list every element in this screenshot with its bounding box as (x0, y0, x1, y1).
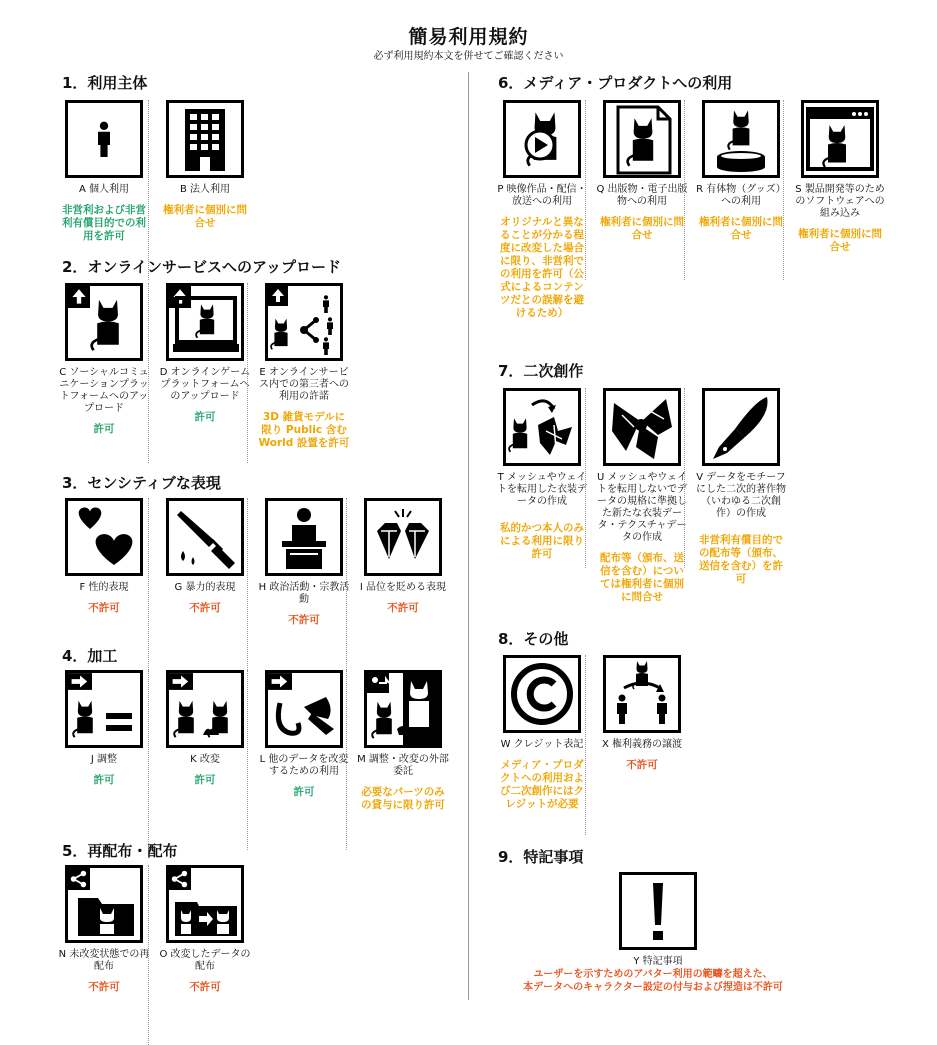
item-status: 権利者に個別に問合せ (798, 228, 882, 253)
item-label: P 映像作品・配信・放送への利用 (497, 184, 587, 207)
item-label: X 権利義務の譲渡 (601, 739, 683, 750)
person-icon (65, 100, 143, 178)
special-note (498, 968, 808, 994)
item-status: 不許可 (626, 759, 658, 771)
modify-icon (166, 670, 244, 748)
item-e-third-party (258, 283, 350, 450)
tail-ribbon-icon (265, 670, 343, 748)
item-status: 権利者に個別に問合せ (163, 204, 247, 229)
item-label: W クレジット表記 (500, 739, 584, 750)
item-k-modify (159, 670, 251, 787)
item-label: A 個人利用 (78, 184, 130, 195)
share-users-icon (265, 283, 343, 361)
podium-icon (265, 498, 343, 576)
item-status: 許可 (293, 786, 315, 798)
section-2-heading: 2．オンラインサービスへのアップロード (62, 258, 341, 276)
item-d-game-upload (159, 283, 251, 424)
item-label: T メッシュやウェイトを転用した衣装データの作成 (497, 472, 587, 507)
item-label: F 性的表現 (79, 582, 129, 593)
item-t-mesh-transfer (496, 388, 588, 561)
item-l-other-data (258, 670, 350, 799)
item-status: 不許可 (88, 981, 120, 993)
item-label: E オンラインサービス内での第三者への利用の許諾 (259, 367, 349, 402)
item-b-corporate-use (159, 100, 251, 230)
item-v-derivative (695, 388, 787, 586)
upload-cat-icon (65, 283, 143, 361)
item-status: 3D 雑貨モデルに限り Public 含む World 設置を許可 (258, 411, 350, 449)
column-divider (468, 72, 469, 1000)
item-label: M 調整・改変の外部委託 (357, 754, 449, 777)
redistribute-icon (65, 865, 143, 943)
exclamation-icon (619, 872, 697, 950)
item-label: I 品位を貶める表現 (359, 582, 447, 593)
section-6-heading: 6．メディア・プロダクトへの利用 (498, 74, 733, 92)
broken-gem-icon (364, 498, 442, 576)
item-label: H 政治活動・宗教活動 (258, 582, 350, 605)
mesh-transfer-icon (503, 388, 581, 466)
hearts-icon (65, 498, 143, 576)
item-status: 許可 (93, 423, 115, 435)
item-label: U メッシュやウェイトを転用しないでデータの規格に準拠した新たな衣装データ・テクスチャデータの作成 (597, 472, 687, 543)
section-3-heading: 3．センシティブな表現 (62, 474, 221, 492)
item-g-violence (159, 498, 251, 615)
item-status: 不許可 (387, 602, 419, 614)
adjust-icon (65, 670, 143, 748)
item-label: S 製品開発等のためのソフトウェアへの組み込み (795, 184, 885, 219)
book-cat-icon (603, 100, 681, 178)
item-o-distribute-modified (159, 865, 251, 994)
item-label: R 有体物（グッズ）への利用 (696, 184, 786, 207)
item-n-redistribute (58, 865, 150, 994)
item-p-video (496, 100, 588, 320)
section-1-heading: 1．利用主体 (62, 74, 148, 92)
item-label: V データをモチーフにした二次的著作物（いわゆる二次創作）の作成 (696, 472, 786, 519)
special-note-line-2: 本データへのキャラクター設定の付与および捏造は不許可 (523, 982, 783, 993)
item-r-goods (695, 100, 787, 242)
item-label: O 改変したデータの配布 (159, 949, 251, 972)
special-note-line-1: ユーザーを示すためのアバター利用の範疇を超えた、 (533, 969, 773, 980)
pen-icon (702, 388, 780, 466)
item-label: D オンラインゲームプラットフォームへのアップロード (159, 367, 251, 402)
item-label: Q 出版物・電子出版物への利用 (596, 184, 688, 207)
item-status: 許可 (194, 774, 216, 786)
item-status: 権利者に個別に問合せ (699, 216, 783, 241)
item-i-degrading (357, 498, 449, 615)
item-label: C ソーシャルコミュニケーションプラットフォームへのアップロード (59, 367, 149, 414)
item-label: G 暴力的表現 (174, 582, 236, 593)
item-u-new-costume (596, 388, 688, 604)
item-y-special (612, 872, 704, 968)
item-status: 不許可 (189, 602, 221, 614)
item-q-publication (596, 100, 688, 242)
item-status: 配布等（頒布、送信を含む）については権利者に個別に問合せ (600, 552, 684, 603)
item-status: 不許可 (88, 602, 120, 614)
ribbon-icon (603, 388, 681, 466)
item-status: 非営利有償目的での配布等（頒布、送信を含む）を許可 (699, 534, 783, 585)
distribute-modified-icon (166, 865, 244, 943)
item-label: B 法人利用 (179, 184, 231, 195)
video-cat-icon (503, 100, 581, 178)
item-w-credit (496, 655, 588, 811)
item-a-personal-use (58, 100, 150, 243)
item-status: 権利者に個別に問合せ (600, 216, 684, 241)
item-x-transfer (596, 655, 688, 772)
item-label: L 他のデータを改変するための利用 (259, 754, 349, 777)
item-status: 許可 (93, 774, 115, 786)
item-s-software (794, 100, 886, 254)
section-8-heading: 8．その他 (498, 630, 569, 648)
window-cat-icon (801, 100, 879, 178)
outsource-icon (364, 670, 442, 748)
item-status: オリジナルと異なることが分かる程度に改変した場合に限り、非営利での利用を許可（公式によるコンテンツだとの誤解を避けるため） (500, 216, 584, 319)
item-h-politics (258, 498, 350, 627)
copyright-icon (503, 655, 581, 733)
item-status: 不許可 (189, 981, 221, 993)
section-7-heading: 7．二次創作 (498, 362, 584, 380)
item-c-social-upload (58, 283, 150, 436)
page-title: 簡易利用規約 (408, 26, 529, 48)
item-status: メディア・プロダクトへの利用および二次創作にはクレジットが必要 (500, 759, 584, 810)
page-subtitle: 必ず利用規約本文を併せてご確認ください (373, 51, 564, 62)
section-4-heading: 4．加工 (62, 647, 118, 665)
item-status: 非営利および非営利有償目的での利用を許可 (62, 204, 146, 242)
item-label: Y 特記事項 (633, 956, 683, 967)
item-label: K 改変 (190, 754, 220, 765)
item-status: 許可 (194, 411, 216, 423)
item-status: 必要なパーツのみの貸与に限り許可 (361, 786, 445, 811)
section-5-heading: 5．再配布・配布 (62, 842, 178, 860)
building-icon (166, 100, 244, 178)
figure-icon (702, 100, 780, 178)
transfer-icon (603, 655, 681, 733)
item-status: 私的かつ本人のみによる利用に限り許可 (500, 522, 584, 560)
item-label: N 未改変状態での再配布 (58, 949, 150, 972)
item-label: J 調整 (90, 754, 118, 765)
item-m-outsource (357, 670, 449, 812)
item-f-sexual (58, 498, 150, 615)
knife-icon (166, 498, 244, 576)
upload-monitor-icon (166, 283, 244, 361)
item-j-adjust (58, 670, 150, 787)
section-9-heading: 9．特記事項 (498, 848, 584, 866)
item-status: 不許可 (288, 614, 320, 626)
